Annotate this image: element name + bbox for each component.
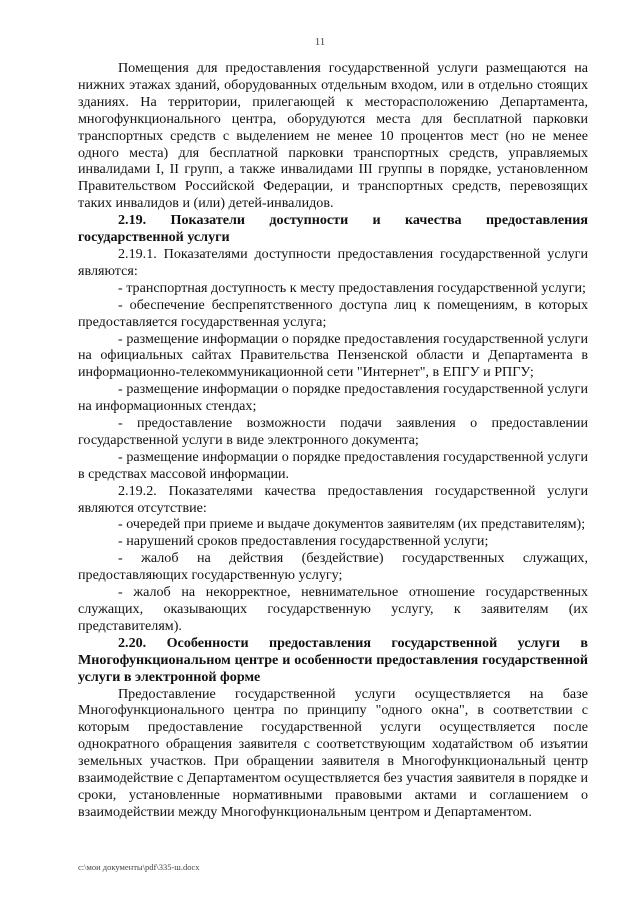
paragraph-mfc: Предоставление государственной услуги осуществляется на базе Многофункционального центра по принципу "одного окна", в соответствии с которым предоставление государственной услуги осуществляется после однократного обращения заявителя с соответствующим ходатайством об изъятии земельных участков. При обращении заявителя в Многофункциональный центр взаимодействие с Департаментом осуществляется без участия заявителя в порядке и сроки, установленные нормативными правовыми актами и соглашением о взаимодействии между Многофункциональным центром и Департаментом. bbox=[78, 685, 588, 820]
paragraph-2-19-2: 2.19.2. Показателями качества предоставления государственной услуги являются отсутствие: bbox=[78, 482, 588, 516]
section-heading-2-19: 2.19. Показатели доступности и качества предоставления государственной услуги bbox=[78, 212, 588, 246]
list-item: - нарушений сроков предоставления государственной услуги; bbox=[118, 533, 489, 550]
footer-file-path: c:\мои документы\pdf\335-ш.docx bbox=[78, 862, 200, 872]
list-item: - размещение информации о порядке предоставления государственной услуги на информационных стендах; bbox=[78, 381, 588, 415]
page-number: 11 bbox=[314, 36, 326, 48]
list-item: - очередей при приеме и выдаче документов заявителям (их представителям); bbox=[118, 516, 586, 533]
document-body bbox=[78, 60, 588, 821]
list-item: - жалоб на некорректное, невнимательное отношение государственных служащих, оказывающих государственную услугу, к заявителям (их представителям). bbox=[78, 584, 588, 634]
list-item: - предоставление возможности подачи заявления о предоставлении государственной услуги в виде электронного документа; bbox=[78, 415, 588, 448]
paragraph-2-19-1: 2.19.1. Показателями доступности предоставления государственной услуги являются: bbox=[78, 245, 588, 279]
list-item: - обеспечение беспрепятственного доступа лиц к помещениям, в которых предоставляется государственная услуга; bbox=[78, 296, 588, 330]
paragraph-premises: Помещения для предоставления государственной услуги размещаются на нижних этажах зданий, оборудованных отдельным входом, или в отдельно стоящих зданиях. На территории, прилегающей к месторасположению Департамента, многофункционального центра, оборудуются места для бесплатной парковки транспортных средств с выделением не менее 10 процентов мест (но не менее одного места) для бесплатной парковки транспортных средств, управляемых инвалидами I, II групп, а также инвалидами III группы в порядке, установленном Правительством Российской Федерации, и транспортных средств, перевозящих таких инвалидов и (или) детей-инвалидов. bbox=[78, 60, 588, 212]
list-item: - размещение информации о порядке предоставления государственной услуги в средствах массовой информации. bbox=[78, 448, 588, 482]
list-item: - размещение информации о порядке предоставления государственной услуги на официальных сайтах Правительства Пензенской области и Департамента в информационно-телекоммуникационной сети "Интернет", в ЕПГУ и РПГУ; bbox=[78, 330, 588, 381]
section-heading-2-20: 2.20. Особенности предоставления государственной услуги в Многофункциональном центре и особенности предоставления государственной услуги в электронной форме bbox=[78, 634, 588, 685]
list-item: - жалоб на действия (бездействие) государственных служащих, предоставляющих государственную услугу; bbox=[78, 550, 588, 584]
list-item: - транспортная доступность к месту предоставления государственной услуги; bbox=[118, 279, 586, 296]
